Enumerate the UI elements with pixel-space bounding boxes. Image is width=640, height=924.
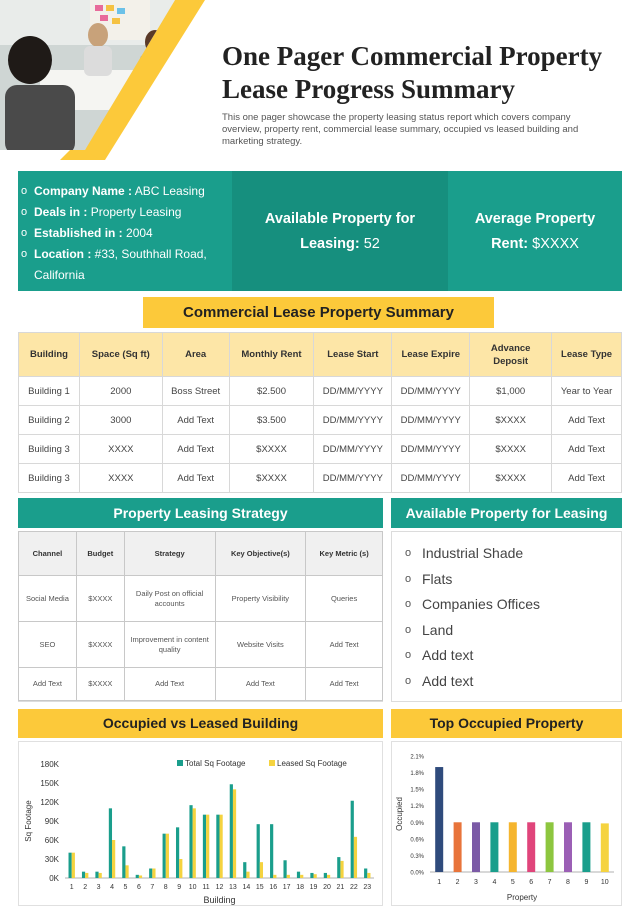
y-tick-label: 0.9% bbox=[410, 820, 424, 827]
lease-cell: DD/MM/YYYY bbox=[392, 435, 470, 464]
y-tick-label: 2.1% bbox=[410, 754, 424, 761]
x-tick-label: 2 bbox=[83, 884, 88, 891]
company-info-item bbox=[18, 223, 232, 244]
bar-total bbox=[82, 872, 85, 878]
x-tick-label: 4 bbox=[110, 884, 114, 891]
y-axis-label: Occupied bbox=[395, 797, 404, 831]
lease-cell: Building 2 bbox=[19, 406, 80, 435]
lease-cell: Add Text bbox=[552, 435, 622, 464]
strategy-cell: Property Visibility bbox=[215, 576, 306, 622]
bar bbox=[601, 823, 609, 872]
x-tick-label: 22 bbox=[349, 884, 358, 891]
bullet-icon: o bbox=[21, 185, 28, 197]
page-title-line1: One Pager Commercial Property bbox=[222, 41, 603, 71]
lease-cell: $2.500 bbox=[229, 377, 314, 406]
company-info-label: Deals in : bbox=[34, 205, 88, 219]
lease-cell: Add Text bbox=[552, 464, 622, 493]
lease-cell: XXXX bbox=[79, 435, 162, 464]
occupied-chart-title: Occupied vs Leased Building bbox=[18, 709, 383, 738]
x-tick-label: 6 bbox=[136, 884, 141, 891]
bar-leased bbox=[179, 859, 182, 878]
lease-cell: DD/MM/YYYY bbox=[392, 406, 470, 435]
bar-leased bbox=[85, 873, 88, 878]
lease-cell: DD/MM/YYYY bbox=[314, 435, 392, 464]
average-rent-label2: Rent: bbox=[491, 236, 529, 252]
bar-leased bbox=[125, 865, 128, 878]
bar-leased bbox=[152, 869, 155, 879]
list-item bbox=[405, 643, 540, 669]
available-item-label: Add text bbox=[422, 647, 474, 664]
x-tick-label: 12 bbox=[215, 884, 224, 891]
bar-total bbox=[149, 869, 152, 879]
lease-header-cell: Building bbox=[19, 333, 80, 377]
lease-cell: Add Text bbox=[162, 406, 229, 435]
x-tick-label: 11 bbox=[202, 884, 210, 891]
bar-leased bbox=[220, 815, 223, 878]
bar-total bbox=[176, 827, 179, 878]
lease-cell: $XXXX bbox=[470, 464, 552, 493]
lease-cell: Building 1 bbox=[19, 377, 80, 406]
bullet-icon: o bbox=[405, 674, 412, 687]
available-title: Available Property for Leasing bbox=[391, 498, 622, 528]
bar-leased bbox=[139, 875, 142, 878]
available-list bbox=[405, 541, 540, 695]
strategy-header-cell: Budget bbox=[76, 532, 124, 576]
header-photo bbox=[0, 0, 220, 160]
x-tick-label: 7 bbox=[150, 884, 155, 891]
bar-total bbox=[310, 873, 313, 878]
average-rent-label: Average Property bbox=[474, 211, 596, 227]
bar-total bbox=[189, 805, 192, 878]
table-row bbox=[19, 464, 622, 493]
table-row bbox=[19, 576, 383, 622]
available-property-label: Available Property for bbox=[264, 211, 416, 227]
bar-total bbox=[109, 808, 112, 878]
strategy-cell: Add Text bbox=[124, 668, 215, 701]
bar-total bbox=[243, 862, 246, 878]
y-tick-label: 0.3% bbox=[410, 853, 424, 860]
lease-cell: DD/MM/YYYY bbox=[392, 377, 470, 406]
strategy-table bbox=[18, 531, 383, 701]
available-item-label: Land bbox=[422, 621, 454, 638]
strategy-cell: Add Text bbox=[215, 668, 306, 701]
strategy-cell: Queries bbox=[306, 576, 383, 622]
top-occupied-title: Top Occupied Property bbox=[391, 709, 622, 738]
strategy-cell: SEO bbox=[19, 622, 77, 668]
y-tick-label: 1.8% bbox=[410, 771, 424, 778]
lease-cell: $XXXX bbox=[229, 464, 314, 493]
company-info-item bbox=[18, 181, 232, 202]
table-row bbox=[19, 435, 622, 464]
list-item bbox=[405, 541, 540, 567]
bar bbox=[454, 822, 462, 872]
x-axis-label: Building bbox=[203, 895, 236, 905]
bar-leased bbox=[300, 875, 303, 878]
y-tick-label: 120K bbox=[40, 798, 59, 807]
bar-total bbox=[337, 857, 340, 878]
x-tick-label: 9 bbox=[584, 879, 589, 886]
y-tick-label: 0K bbox=[49, 874, 59, 883]
bar-total bbox=[136, 875, 139, 878]
x-tick-label: 21 bbox=[336, 884, 345, 891]
occupied-chart-box bbox=[18, 741, 383, 906]
y-tick-label: 180K bbox=[40, 760, 59, 769]
lease-cell: XXXX bbox=[79, 464, 162, 493]
y-tick-label: 150K bbox=[40, 779, 59, 788]
strategy-cell: $XXXX bbox=[76, 668, 124, 701]
top-occupied-chart-box bbox=[391, 741, 622, 906]
x-tick-label: 3 bbox=[96, 884, 101, 891]
company-info-value: Property Leasing bbox=[87, 205, 182, 219]
strategy-title: Property Leasing Strategy bbox=[18, 498, 383, 528]
strategy-header-cell: Channel bbox=[19, 532, 77, 576]
bar-leased bbox=[260, 862, 263, 878]
x-tick-label: 8 bbox=[163, 884, 168, 891]
company-info-list bbox=[18, 181, 232, 286]
bar-total bbox=[203, 815, 206, 878]
strategy-cell: $XXXX bbox=[76, 622, 124, 668]
x-tick-label: 5 bbox=[123, 884, 128, 891]
x-tick-label: 16 bbox=[269, 884, 278, 891]
bar-total bbox=[351, 801, 354, 878]
lease-cell: DD/MM/YYYY bbox=[314, 406, 392, 435]
lease-cell: Add Text bbox=[162, 464, 229, 493]
y-tick-label: 0.6% bbox=[410, 837, 424, 844]
strategy-cell: Website Visits bbox=[215, 622, 306, 668]
bullet-icon: o bbox=[405, 649, 412, 662]
company-info-label: Established in : bbox=[34, 226, 123, 240]
bar-leased bbox=[112, 840, 115, 878]
x-tick-label: 1 bbox=[69, 884, 74, 891]
available-property-label2: Leasing: bbox=[300, 236, 360, 252]
page-title bbox=[222, 40, 632, 106]
available-item-label: Companies Offices bbox=[422, 596, 541, 613]
lease-cell: $3.500 bbox=[229, 406, 314, 435]
legend-label-total: Total Sq Footage bbox=[185, 759, 246, 768]
table-row bbox=[19, 622, 383, 668]
x-tick-label: 4 bbox=[492, 879, 497, 886]
bullet-icon: o bbox=[405, 598, 412, 611]
x-tick-label: 2 bbox=[455, 879, 460, 886]
x-tick-label: 17 bbox=[282, 884, 291, 891]
bar-total bbox=[95, 872, 98, 878]
lease-header-cell: Area bbox=[162, 333, 229, 377]
legend-label-leased: Leased Sq Footage bbox=[277, 759, 347, 768]
bar-leased bbox=[340, 861, 343, 878]
lease-cell: $XXXX bbox=[470, 406, 552, 435]
x-tick-label: 23 bbox=[363, 884, 372, 891]
lease-cell: $XXXX bbox=[229, 435, 314, 464]
x-tick-label: 13 bbox=[229, 884, 237, 891]
available-property-stat bbox=[232, 207, 448, 257]
occupied-chart bbox=[19, 742, 384, 907]
y-tick-label: 90K bbox=[44, 817, 59, 826]
table-row bbox=[19, 377, 622, 406]
list-item bbox=[405, 618, 540, 644]
legend-swatch-leased bbox=[269, 760, 275, 766]
table-row bbox=[19, 668, 383, 701]
bar-leased bbox=[273, 875, 276, 878]
bar-total bbox=[297, 872, 300, 878]
list-item bbox=[405, 592, 540, 618]
lease-header-cell: Space (Sq ft) bbox=[79, 333, 162, 377]
lease-cell: Boss Street bbox=[162, 377, 229, 406]
x-tick-label: 7 bbox=[547, 879, 552, 886]
company-info-label: Location : bbox=[34, 247, 92, 261]
bullet-icon: o bbox=[405, 623, 412, 636]
bar-leased bbox=[72, 853, 75, 878]
bullet-icon: o bbox=[405, 547, 412, 559]
bar-leased bbox=[314, 874, 317, 878]
available-item-label: Industrial Shade bbox=[422, 545, 524, 561]
strategy-cell: Daily Post on official accounts bbox=[124, 576, 215, 622]
lease-header-cell: Lease Expire bbox=[392, 333, 470, 377]
bar bbox=[490, 822, 498, 872]
x-tick-label: 19 bbox=[309, 884, 318, 891]
page-title-line2: Lease Progress Summary bbox=[222, 74, 515, 104]
lease-cell: Add Text bbox=[162, 435, 229, 464]
average-rent-stat bbox=[448, 207, 622, 257]
company-info-item bbox=[18, 202, 232, 223]
list-item bbox=[405, 669, 540, 695]
bar-total bbox=[69, 853, 72, 878]
company-info-label: Company Name : bbox=[34, 184, 133, 198]
bar bbox=[527, 822, 535, 872]
x-tick-label: 8 bbox=[566, 879, 570, 886]
x-tick-label: 3 bbox=[474, 879, 478, 886]
company-info-value: ABC Leasing bbox=[132, 184, 205, 198]
bar-total bbox=[122, 846, 125, 878]
bar-total bbox=[163, 834, 166, 878]
bar-leased bbox=[166, 834, 169, 878]
table-row bbox=[19, 406, 622, 435]
company-info-value: #33, Southhall Road, California bbox=[34, 247, 207, 282]
lease-cell: Building 3 bbox=[19, 464, 80, 493]
bullet-icon: o bbox=[21, 206, 28, 218]
bar-total bbox=[230, 784, 233, 878]
strategy-cell: Improvement in content quality bbox=[124, 622, 215, 668]
x-tick-label: 10 bbox=[600, 879, 609, 886]
bar-leased bbox=[354, 837, 357, 878]
bullet-icon: o bbox=[21, 248, 28, 260]
bar-leased bbox=[206, 815, 209, 878]
strategy-cell: $XXXX bbox=[76, 576, 124, 622]
lease-cell: Building 3 bbox=[19, 435, 80, 464]
y-tick-label: 1.2% bbox=[410, 804, 424, 811]
strategy-header-cell: Key Metric (s) bbox=[306, 532, 383, 576]
x-tick-label: 5 bbox=[510, 879, 515, 886]
lease-summary-table bbox=[18, 332, 622, 493]
y-tick-label: 1.5% bbox=[410, 787, 424, 794]
average-rent-value: $XXXX bbox=[528, 236, 579, 252]
lease-header-cell: Monthly Rent bbox=[229, 333, 314, 377]
available-property-value: 52 bbox=[359, 236, 380, 252]
lease-cell: DD/MM/YYYY bbox=[314, 377, 392, 406]
lease-header-cell: Lease Type bbox=[552, 333, 622, 377]
bar-total bbox=[364, 869, 367, 879]
lease-summary-title: Commercial Lease Property Summary bbox=[143, 297, 494, 328]
x-tick-label: 10 bbox=[188, 884, 197, 891]
y-tick-label: 30K bbox=[44, 855, 59, 864]
strategy-cell: Add Text bbox=[306, 622, 383, 668]
top-occupied-chart bbox=[392, 742, 623, 907]
bullet-icon: o bbox=[21, 227, 28, 239]
bar-leased bbox=[99, 873, 102, 878]
list-item bbox=[405, 567, 540, 593]
strategy-header-cell: Strategy bbox=[124, 532, 215, 576]
strategy-cell: Social Media bbox=[19, 576, 77, 622]
bar-total bbox=[283, 860, 286, 878]
x-axis-label: Property bbox=[506, 893, 538, 902]
lease-cell: DD/MM/YYYY bbox=[392, 464, 470, 493]
bar-total bbox=[216, 815, 219, 878]
lease-cell: 2000 bbox=[79, 377, 162, 406]
strategy-cell: Add Text bbox=[19, 668, 77, 701]
strategy-cell: Add Text bbox=[306, 668, 383, 701]
lease-cell: 3000 bbox=[79, 406, 162, 435]
lease-cell: Year to Year bbox=[552, 377, 622, 406]
lease-header-cell: Advance Deposit bbox=[470, 333, 552, 377]
x-tick-label: 14 bbox=[242, 884, 251, 891]
bar bbox=[564, 822, 572, 872]
strategy-header-cell: Key Objective(s) bbox=[215, 532, 306, 576]
bar-leased bbox=[367, 873, 370, 878]
bar-leased bbox=[327, 875, 330, 878]
y-axis-label: Sq Footage bbox=[24, 800, 33, 842]
y-tick-label: 60K bbox=[44, 836, 59, 845]
y-tick-label: 0.0% bbox=[410, 870, 424, 877]
page-subtitle: This one pager showcase the property leasing status report which covers company overview, property rent, commercial lease summary, occupied vs leased building and marketing strategy. bbox=[222, 112, 579, 147]
company-info-item bbox=[18, 244, 232, 286]
lease-header-cell: Lease Start bbox=[314, 333, 392, 377]
lease-cell: DD/MM/YYYY bbox=[314, 464, 392, 493]
x-tick-label: 6 bbox=[529, 879, 534, 886]
company-info-band bbox=[18, 171, 622, 291]
available-item-label: Add text bbox=[422, 672, 474, 689]
bar bbox=[582, 822, 590, 872]
bar-total bbox=[257, 824, 260, 878]
bar-leased bbox=[233, 789, 236, 878]
bar-leased bbox=[246, 872, 249, 878]
bar bbox=[435, 767, 443, 872]
bar-total bbox=[270, 824, 273, 878]
company-info-value: 2004 bbox=[122, 226, 153, 240]
lease-cell: Add Text bbox=[552, 406, 622, 435]
lease-cell: $1,000 bbox=[470, 377, 552, 406]
bar bbox=[472, 822, 480, 872]
bar-total bbox=[324, 873, 327, 878]
x-tick-label: 1 bbox=[437, 879, 442, 886]
x-tick-label: 18 bbox=[296, 884, 305, 891]
lease-cell: $XXXX bbox=[470, 435, 552, 464]
bar bbox=[509, 822, 517, 872]
legend-swatch-total bbox=[177, 760, 183, 766]
bar-leased bbox=[193, 808, 196, 878]
bar-leased bbox=[287, 875, 290, 878]
x-tick-label: 15 bbox=[255, 884, 264, 891]
x-tick-label: 9 bbox=[177, 884, 182, 891]
bullet-icon: o bbox=[405, 572, 412, 585]
available-item-label: Flats bbox=[422, 570, 453, 587]
x-tick-label: 20 bbox=[323, 884, 331, 891]
bar bbox=[546, 822, 554, 872]
